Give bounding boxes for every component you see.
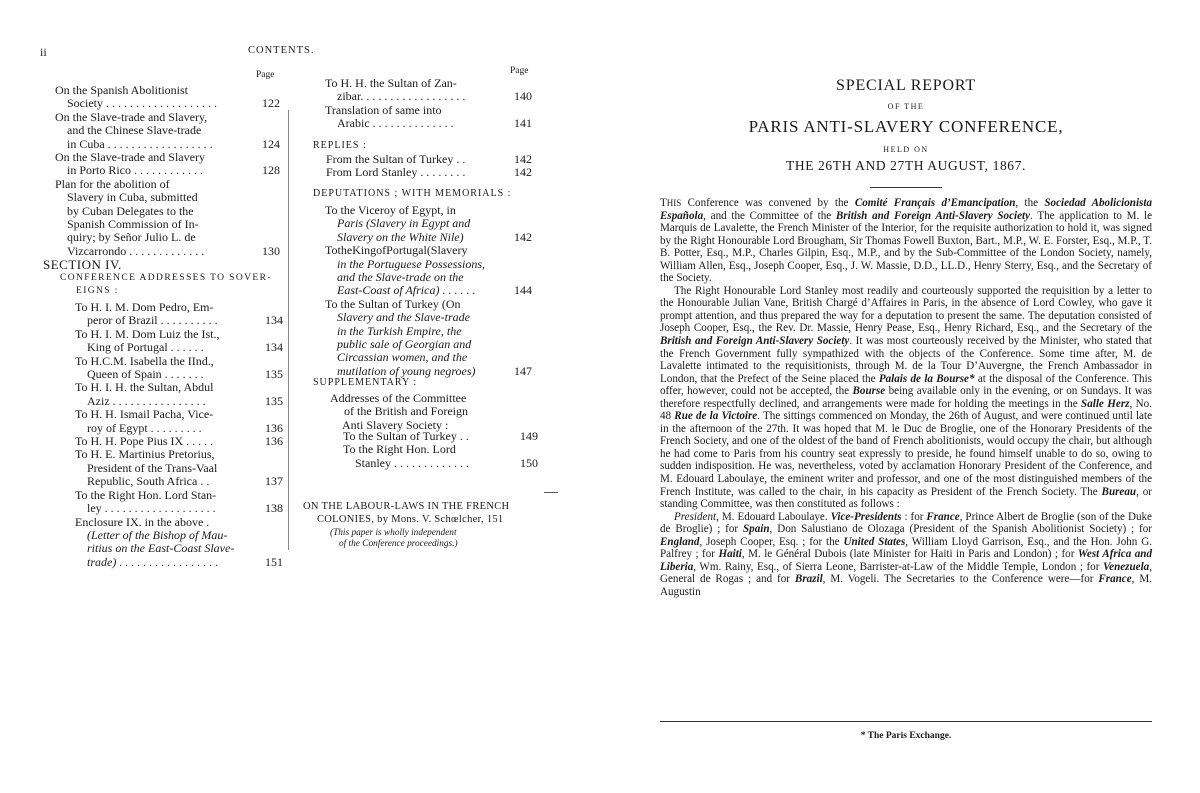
toc-column-2-supplementary: [343, 430, 538, 470]
toc-entry-line: Slavery and the Slave-trade: [337, 311, 470, 325]
toc-entry-line: ley . . . . . . . . . . . . . . . . . . .: [87, 502, 216, 516]
toc-entry-line: (Letter of the Bishop of Mau-: [87, 528, 228, 542]
toc-column-2-zanzibar: [325, 77, 532, 131]
toc-page-number: 144: [514, 283, 532, 298]
toc-entry-line: quiry; by Señor Julio L. de: [67, 231, 196, 245]
toc-entry: [75, 328, 283, 355]
labour-laws-line-2: [303, 513, 543, 526]
toc-entry-line: in the Turkish Empire, the: [337, 324, 462, 338]
supplementary-heading: SUPPLEMENTARY :: [313, 377, 418, 388]
conference-addresses-heading: CONFERENCE ADDRESSES TO SOVER-: [60, 273, 272, 283]
toc-entry-line: From the Sultan of Turkey . .: [326, 153, 466, 166]
toc-entry-line: in the Portuguese Possessions,: [337, 257, 485, 271]
section-heading: SECTION IV.: [43, 257, 122, 272]
toc-entry-line: Aziz . . . . . . . . . . . . . . . .: [87, 394, 206, 408]
supplementary-intro-line: of the British and Foreign: [344, 404, 468, 419]
toc-entry: [325, 77, 532, 104]
toc-entry-line: trade) . . . . . . . . . . . . . . . . .: [87, 555, 219, 569]
toc-entry-line: mutilation of young negroes): [337, 364, 476, 378]
toc-entry-line: Arabic . . . . . . . . . . . . . .: [337, 117, 454, 131]
report-title-3: PARIS ANTI-SLAVERY CONFERENCE,: [748, 117, 1064, 136]
toc-entry-line: public sale of Georgian and: [337, 338, 472, 352]
toc-page-number: 135: [265, 393, 283, 408]
toc-entry-line: and the Chinese Slave-trade: [67, 124, 202, 138]
labour-note-line-2: of the Conference proceedings.): [339, 539, 458, 549]
toc-page-number: 124: [262, 136, 280, 151]
toc-entry-line: To H. I. M. Dom Luiz the Ist.,: [75, 327, 220, 341]
report-body: [660, 197, 1152, 599]
toc-entry-line: From Lord Stanley . . . . . . . .: [326, 166, 466, 180]
toc-entry-line: King of Portugal . . . . . .: [87, 341, 204, 355]
toc-page-number: 151: [265, 554, 283, 569]
report-title-2: OF THE: [887, 102, 925, 111]
toc-entry-line: To the Viceroy of Egypt, in: [325, 204, 456, 217]
toc-entry-line: To H. I. M. Dom Pedro, Em-: [75, 301, 214, 314]
toc-entry-line: Circassian women, and the: [337, 351, 468, 365]
toc-entry: [75, 516, 283, 570]
toc-entry-line: Plan for the abolition of: [55, 177, 170, 191]
toc-entry-line: To H.C.M. Isabella the IInd.,: [75, 354, 214, 368]
toc-entry: [326, 166, 532, 179]
toc-entry-line: by Cuban Delegates to the: [67, 204, 194, 218]
toc-entry-line: Stanley . . . . . . . . . . . . .: [355, 456, 469, 470]
page-col-label-2: Page: [510, 66, 529, 76]
toc-entry-line: and the Slave-trade on the: [337, 271, 464, 285]
toc-page-number: 141: [514, 116, 532, 131]
conference-addresses-heading-2: EIGNS :: [76, 286, 119, 296]
toc-entry-line: On the Spanish Abolitionist: [55, 84, 189, 97]
toc-entry-line: Society . . . . . . . . . . . . . . . . . . .: [67, 97, 217, 111]
labour-note-line-1: (This paper is wholly independent: [330, 528, 457, 538]
toc-entry-line: ritius on the East-Coast Slave-: [87, 542, 235, 556]
toc-entry: [326, 153, 532, 166]
toc-entry-line: President of the Trans-Vaal: [87, 461, 218, 475]
toc-entry-line: Vizcarrondo . . . . . . . . . . . . .: [67, 244, 205, 258]
toc-entry-line: Spanish Commission of In-: [67, 218, 199, 232]
toc-page-number: 142: [514, 229, 532, 244]
running-head: CONTENTS.: [248, 45, 315, 56]
toc-column-2-deputations: [325, 204, 532, 378]
toc-entry: [75, 381, 283, 408]
toc-supplementary-intro: [330, 392, 530, 432]
toc-page-number: 136: [265, 434, 283, 449]
labour-laws-entry: [303, 500, 543, 527]
page-number: ii: [40, 45, 47, 59]
toc-entry: [75, 301, 283, 328]
toc-entry-line: in Cuba . . . . . . . . . . . . . . . . . .: [67, 137, 213, 151]
toc-entry: [55, 111, 280, 151]
toc-entry: [55, 151, 280, 178]
toc-page-number: 122: [262, 96, 280, 111]
toc-page-number: 134: [265, 340, 283, 355]
toc-entry: [325, 204, 532, 244]
toc-entry-line: To H. E. Martinius Pretorius,: [75, 448, 215, 462]
toc-entry-line: East-Coast of Africa) . . . . . .: [337, 284, 476, 298]
labour-laws-line-2-text: COLONIES, by Mons. V. Schœlcher,: [317, 514, 484, 526]
toc-page-number: 150: [520, 455, 538, 470]
paragraph-1: THIS Conference was convened by the Comité Français d’Emancipation, the Sociedad Abolicionista Española, and the Committee of the British and Foreign Anti-Slavery Society. The application to M. le Marquis de Lavalette, the French Minister of the Interior, for the requisite authorization to hold it, was signed by the Right Honourable Lord Brougham, Sir Thomas Fowell Buxton, Bart., M.P., W. E. Forster, Esq., M.P., T. B. Potter, Esq., M.P., Charles Gilpin, Esq., M.P., and by the Sub-Committee of the London Society, namely, William Allen, Esq., Joseph Cooper, Esq., J. W. Massie, D.D., LL.D., Henry Sterry, Esq., and the Secretary of the Society.: [660, 197, 1153, 285]
toc-column-1-sovereigns: [75, 301, 283, 569]
toc-entry-line: Slavery in Cuba, submitted: [67, 191, 198, 205]
toc-entry: [55, 178, 280, 258]
short-rule: [544, 492, 558, 493]
toc-page-number: 134: [265, 313, 283, 328]
toc-entry-line: To the Sultan of Turkey (On: [325, 297, 461, 311]
replies-heading: REPLIES :: [313, 140, 367, 151]
footnote: * The Paris Exchange.: [860, 731, 952, 741]
toc-entry-line: To H. H. Pope Pius IX . . . . .: [75, 435, 214, 449]
toc-column-2-replies: [326, 153, 532, 180]
paragraph-3: President, M. Edouard Laboulaye. Vice-Presidents : for France, Prince Albert de Broglie (son of the Duke de Broglie) ; for Spain, Don Salustiano de Olozaga (President of the Spanish Abolitionist Society) ; for England, Joseph Cooper, Esq. ; for the United States, William Lloyd Garrison, Esq., and the Hon. John G. Palfrey ; for Haiti, M. le Général Dubois (late Minister for Haiti in Paris and London) ; for West Africa and Liberia, Wm. Rainy, Esq., of Sierra Leone, Barrister-at-Law of the Middle Temple, London ; for Venezuela, General de Rogas ; and for Brazil, M. Vogeli. The Secretaries to the Conference were—for France, M. Augustin: [660, 510, 1153, 598]
toc-entry-line: roy of Egypt . . . . . . . . .: [87, 421, 202, 435]
labour-note: [330, 528, 540, 550]
toc-entry-line: in Porto Rico . . . . . . . . . . . .: [67, 164, 204, 178]
report-title-5: THE 26TH AND 27TH AUGUST, 1867.: [786, 158, 1026, 173]
supplementary-intro-line: Addresses of the Committee: [330, 391, 467, 405]
toc-entry: [75, 355, 283, 382]
toc-entry: [55, 84, 280, 111]
page-col-label-1: Page: [256, 70, 275, 80]
toc-page-number: 130: [262, 243, 280, 258]
labour-laws-page: 151: [486, 514, 504, 526]
toc-entry-line: To the Sultan of Turkey . .: [343, 430, 469, 443]
toc-entry: [75, 489, 283, 516]
supplementary-intro-line: Anti Slavery Society :: [342, 417, 449, 432]
toc-page-number: 136: [265, 420, 283, 435]
toc-entry: [325, 104, 532, 131]
labour-laws-line-1: ON THE LABOUR-LAWS IN THE FRENCH: [303, 501, 510, 512]
toc-page-number: 142: [514, 165, 532, 180]
report-title-1: SPECIAL REPORT: [836, 77, 976, 94]
toc-entry-line: Translation of same into: [325, 103, 442, 117]
toc-entry-line: On the Slave-trade and Slavery,: [55, 110, 208, 124]
column-divider: [288, 110, 289, 550]
toc-entry-line: To H. H. Ismail Pacha, Vice-: [75, 408, 214, 422]
toc-entry-line: To H. H. the Sultan of Zan-: [325, 77, 457, 90]
toc-entry: [325, 298, 532, 378]
toc-page-number: 128: [262, 163, 280, 178]
toc-entry: [343, 430, 538, 443]
toc-entry-line: To the Right Hon. Lord Stan-: [75, 488, 217, 502]
toc-page-number: 135: [265, 367, 283, 382]
toc-entry-line: zibar. . . . . . . . . . . . . . . . . .: [337, 90, 466, 104]
paragraph-2: The Right Honourable Lord Stanley most readily and courteously supported the requisition by a letter to the Honourable Julian Vane, British Chargé d’Affaires in Paris, in the absence of Lord Cowley, who gave it prompt attention, and thus prepared the way for a deputation to present the same. The deputation consisted of Joseph Cooper, Esq., the Rev. Dr. Massie, Henry Pease, Esq., Henry Richard, Esq., and the Secretary of the British and Foreign Anti-Slavery Society. It was most courteously received by the Minister, who stated that the French Government fully sympathized with the objects of the Conference. Some time after, M. de Lavalette intimated to the requisitionists, through M. de la Tour D’Auvergne, the French Ambassador in London, that the Prefect of the Seine placed the Palais de la Bourse* at the disposal of the Conference. This offer, however, could not be accepted, the Bourse being available only in the evening, or on Sundays. It was therefore respectfully declined, and arrangements were made for holding the meetings in the Salle Herz, No. 48 Rue de la Victoire. The sittings commenced on Monday, the 26th of August, and were continued until late in the afternoon of the 27th. It was hoped that M. le Duc de Broglie, one of the Honorary Presidents of the French Society, and one of the oldest of the band of French abolitionists, would occupy the chair, but although he had come to Paris from his country seat expressly to preside, he found himself unable to do so, owing to sudden indisposition. He was, nevertheless, voted by acclamation Honorary President of the Conference, and M. Edouard Laboulaye, the eminent writer and professor, and one of the most distinguished members of the French Institute, was called to the chair, in his capacity as President of the French Society. The Bureau, or standing Committee, was then constituted as follows :: [660, 284, 1152, 511]
toc-column-1: [55, 84, 280, 258]
toc-entry-line: Paris (Slavery in Egypt and: [337, 217, 471, 231]
toc-entry-line: TotheKingofPortugal(Slavery: [325, 244, 468, 258]
toc-page-number: 137: [265, 474, 283, 489]
toc-entry-line: To H. I. H. the Sultan, Abdul: [75, 381, 214, 395]
toc-page-number: 140: [514, 89, 532, 104]
toc-entry: [343, 443, 538, 470]
title-rule: [870, 187, 942, 188]
toc-entry-line: On the Slave-trade and Slavery: [55, 151, 205, 165]
toc-page-number: 147: [514, 363, 532, 378]
toc-page-number: 138: [265, 501, 283, 516]
toc-page-number: 149: [520, 429, 538, 443]
toc-entry-line: To the Right Hon. Lord: [343, 443, 456, 457]
toc-page-number: 142: [514, 152, 532, 166]
toc-entry-line: peror of Brazil . . . . . . . . . .: [87, 314, 218, 328]
toc-entry-line: Queen of Spain . . . . . . .: [87, 368, 204, 382]
toc-entry: [75, 435, 283, 448]
deputations-heading: DEPUTATIONS ; WITH MEMORIALS :: [313, 188, 512, 199]
toc-entry-line: Republic, South Africa . .: [87, 475, 210, 489]
toc-entry: [325, 244, 532, 298]
report-title-4: HELD ON: [883, 145, 929, 154]
footnote-rule: [660, 721, 1152, 722]
toc-entry-line: Enclosure IX. in the above .: [75, 515, 210, 529]
toc-entry: [75, 408, 283, 435]
toc-entry-line: Slavery on the White Nile): [337, 230, 464, 244]
toc-entry: [75, 448, 283, 488]
